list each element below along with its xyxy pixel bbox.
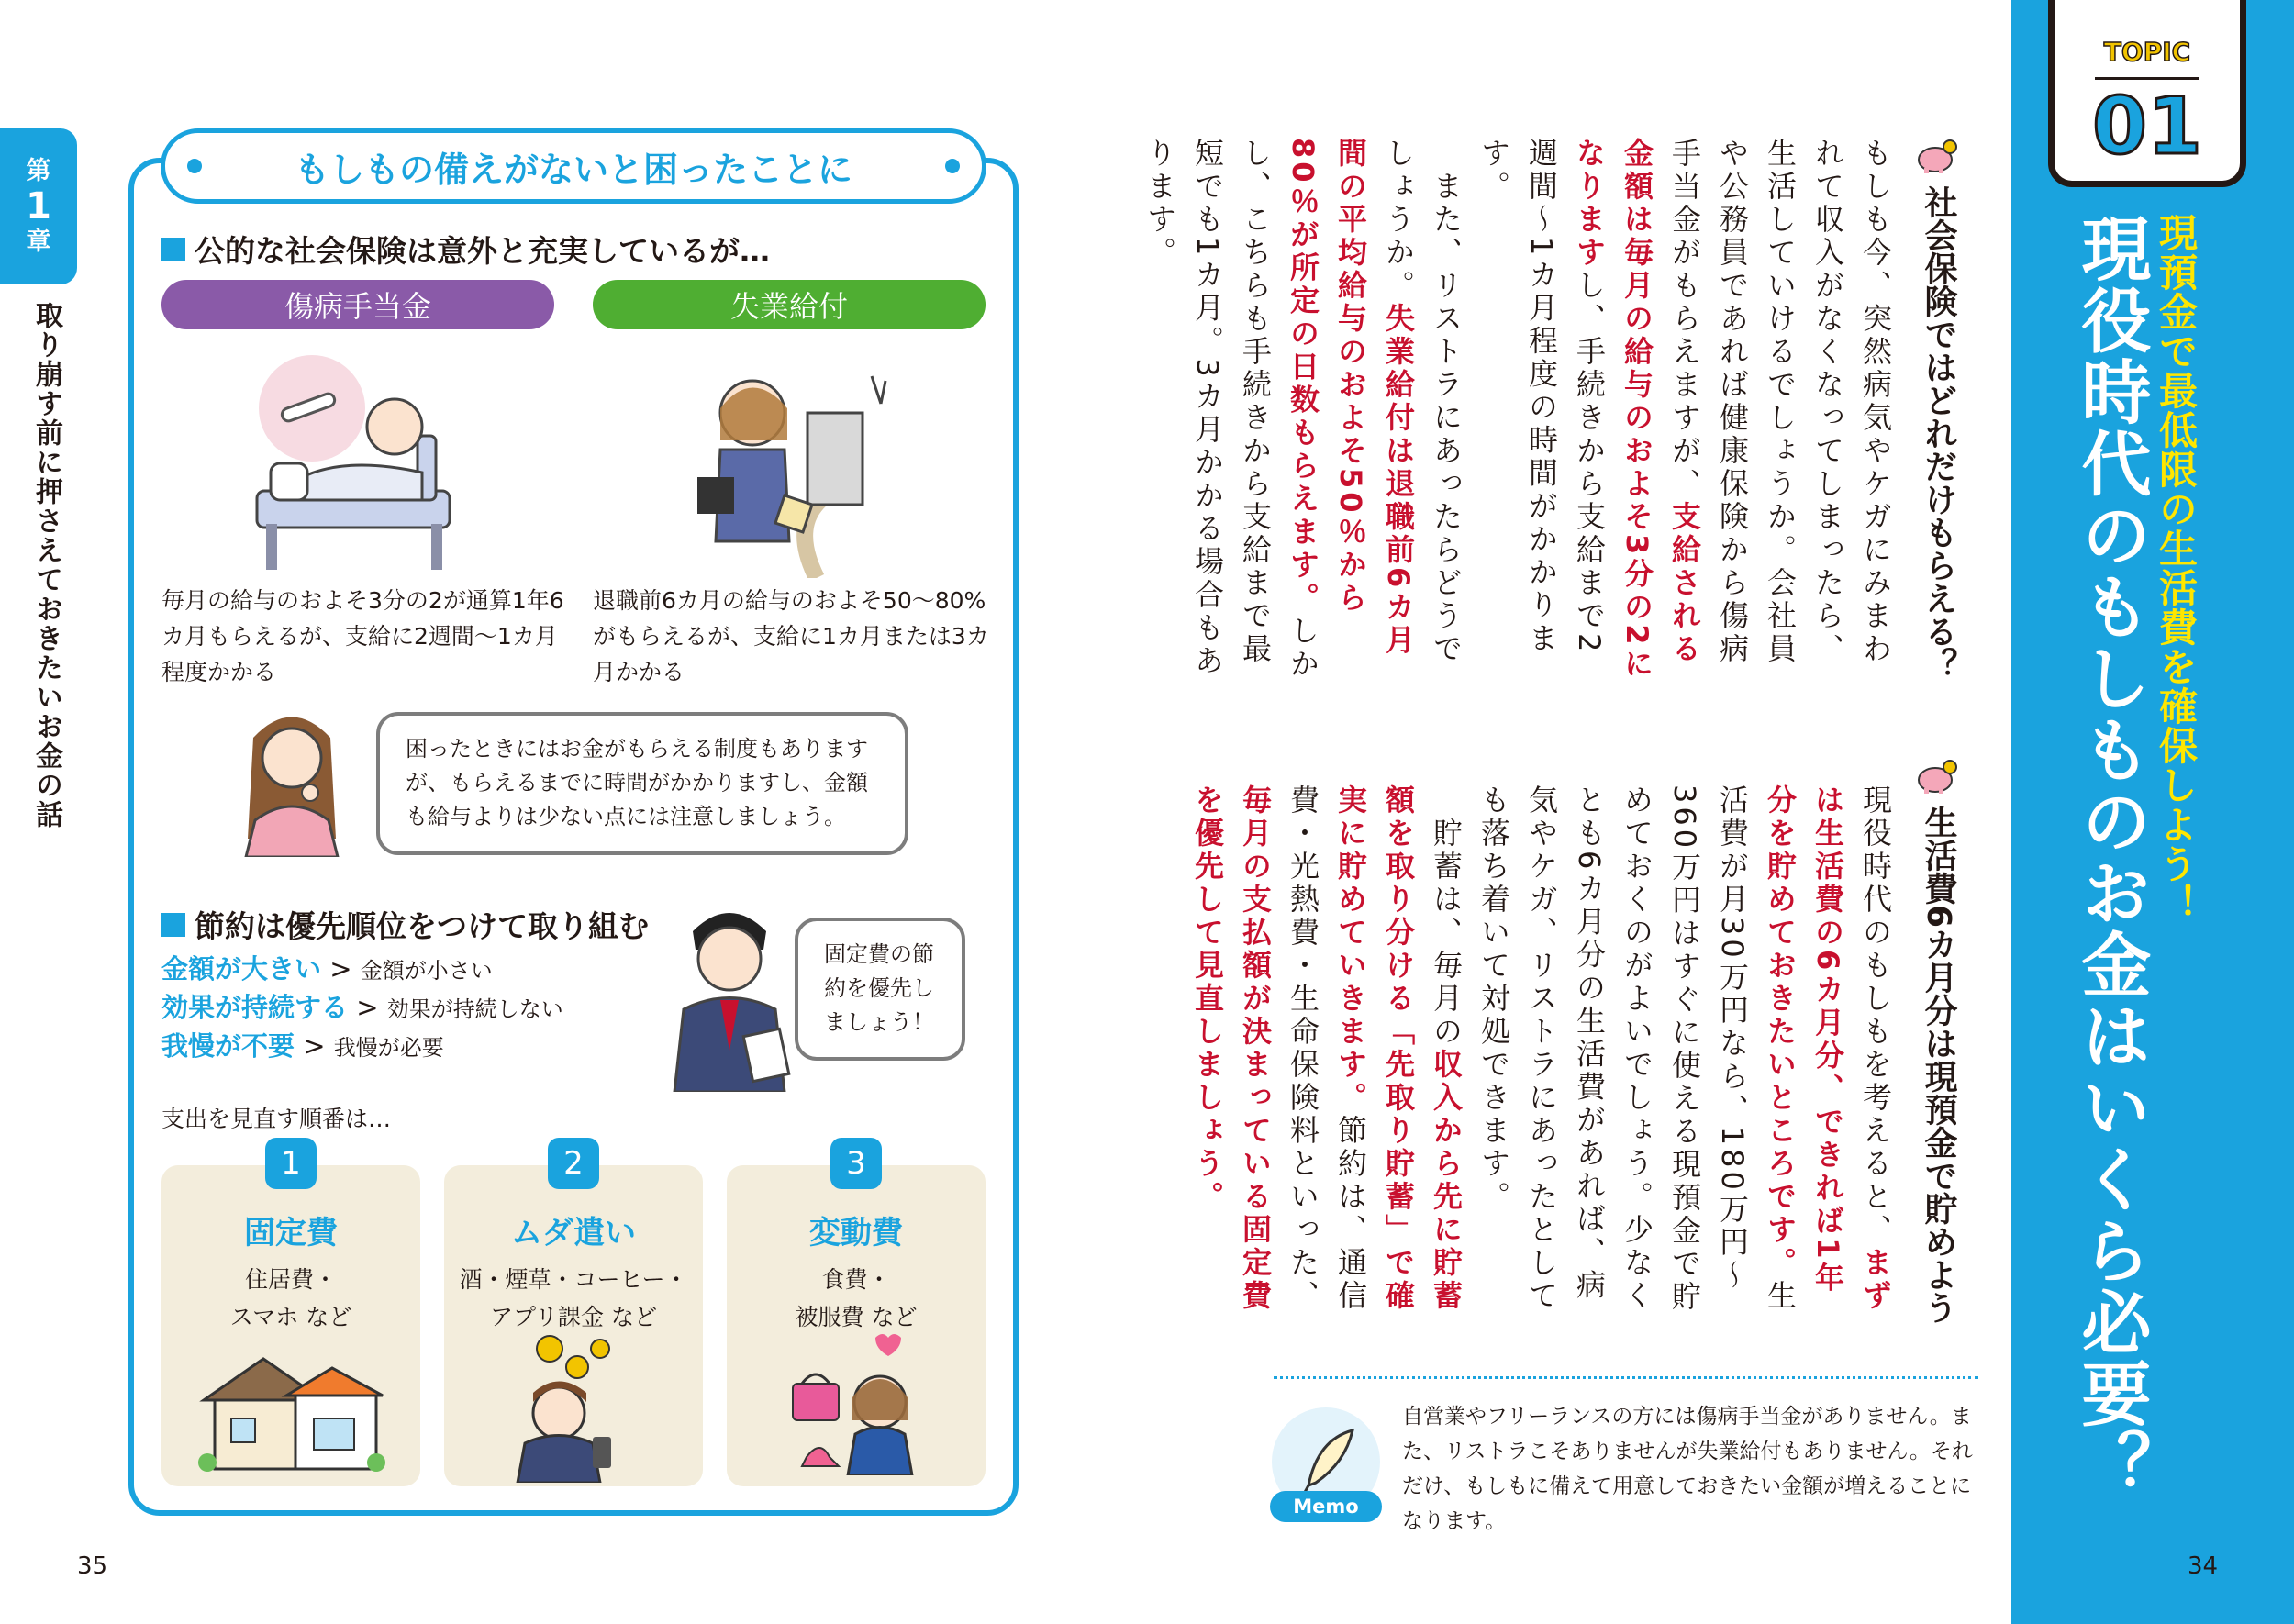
card-title: 固定費 xyxy=(244,1215,338,1251)
topic-number: 01 xyxy=(2092,81,2202,172)
card-fixed-costs xyxy=(161,1145,420,1486)
title-band xyxy=(2011,0,2294,1624)
body-text: 現役時代のもしもを考えると、 xyxy=(1858,784,1893,1247)
panel-dot-right xyxy=(945,159,960,173)
section-heading-insurance xyxy=(161,228,770,271)
topic-label: TOPIC xyxy=(2103,37,2191,67)
card-waste xyxy=(444,1145,703,1486)
section-heading-text: 公的な社会保険は意外と充実しているが… xyxy=(195,233,770,269)
card-desc: 食費・ 被服費 など xyxy=(795,1266,918,1331)
emphasis-text: 失業給付は退職前6カ月間の平均給与のおよそ50％から80％が所定の日数もらえます。 xyxy=(1286,138,1416,658)
chapter-title: 取り崩す前に押さえておきたいお金の話 xyxy=(30,301,62,829)
body-text: 貯蓄は、毎月の xyxy=(1429,784,1464,1049)
card-badge: 3 xyxy=(830,1138,882,1189)
pill-sickness-allowance: 傷病手当金 xyxy=(161,280,554,329)
priority-low: 効果が持続しない xyxy=(386,996,563,1022)
priority-low: 我慢が必要 xyxy=(333,1034,444,1061)
section-heading-text: 節約は優先順位をつけて取り組む xyxy=(195,908,649,944)
priority-item xyxy=(161,951,563,989)
emphasis-text: まずは生活費の6カ月分、できれば1年分を貯めておきたいところです。 xyxy=(1763,784,1893,1313)
topic-divider xyxy=(2095,77,2199,80)
body-social-insurance xyxy=(1142,138,1899,688)
priority-item xyxy=(161,1028,563,1066)
card-desc: 住居費・ スマホ など xyxy=(229,1266,352,1331)
chapter-number: 1 xyxy=(26,185,51,228)
priority-high: 金額が大きい xyxy=(161,953,322,984)
card-desc: 酒・煙草・コーヒー・ アプリ課金 など xyxy=(459,1266,688,1331)
panel-title xyxy=(161,128,986,204)
order-label: 支出を見直す順番は… xyxy=(161,1106,392,1132)
job-loss-illustration xyxy=(679,358,899,578)
memo-divider xyxy=(1274,1376,1978,1379)
body-six-months xyxy=(1190,784,1899,1317)
square-bullet-icon xyxy=(161,238,185,261)
body-text: しかし、こちらも手続きから支給まで最短でも1カ月。3カ月かかる場合もあります。 xyxy=(1142,138,1320,682)
card-variable-costs xyxy=(727,1145,986,1486)
priority-low: 金額が小さい xyxy=(360,958,493,984)
house-illustration xyxy=(195,1345,387,1474)
chapter-tab xyxy=(0,128,77,284)
caption-sickness: 毎月の給与のおよそ3分の2が通算1年6カ月もらえるが、支給に2週間〜1カ月程度かかる xyxy=(161,587,564,685)
card-title: ムダ遣い xyxy=(511,1215,636,1251)
priority-separator: > xyxy=(321,953,361,984)
caption-unemployment: 退職前6カ月の給与のおよそ50〜80%がもらえるが、支給に1カ月または3カ月かかる xyxy=(593,587,989,685)
emphasis-text: 毎月の支払額が決まっている固定費を優先して見直しましょう。 xyxy=(1190,784,1273,1313)
body-text: 節約は、通信費・光熱費・生命保険料といった、 xyxy=(1286,784,1368,1313)
speech-bubble-fixed-cost: 固定費の節約を優先しましょう！ xyxy=(795,918,965,1061)
emphasis-text: 収入から先に貯蓄額を取り分ける「先取り貯蓄」で確実に貯めていきます。 xyxy=(1333,784,1464,1313)
priority-high: 効果が持続する xyxy=(161,991,349,1023)
body-text: また、リストラにあったらどうでしょうか。 xyxy=(1381,138,1464,666)
priority-high: 我慢が不要 xyxy=(161,1029,295,1062)
memo-text: 自営業やフリーランスの方には傷病手当金がありません。また、リストラこそありませんが失業給付もありません。それだけ、もしもに備えて用意しておきたい金額が増えることになります。 xyxy=(1402,1405,1973,1533)
priority-item xyxy=(161,989,563,1028)
speech-bubble-note: 困ったときにはお金がもらえる制度もありますが、もらえるまでに時間がかかりますし、金額も給与よりは少ない点には注意しましょう。 xyxy=(376,712,908,855)
heading-social-insurance: 社会保険ではどれだけもらえる？ xyxy=(1920,185,1957,681)
pill-unemployment-benefit: 失業給付 xyxy=(593,280,986,329)
heading-six-months: 生活費6カ月分は現預金で貯めよう xyxy=(1920,806,1957,1325)
body-text: し、手続きから支給まで2週間〜1カ月程度の時間がかかります。 xyxy=(1476,138,1607,656)
businessman-illustration xyxy=(661,895,798,1092)
emphasis-text: 支給される金額は毎月の給与のおよそ3分の2になります xyxy=(1572,138,1702,682)
body-text: もしも今、突然病気やケガにみまわれて収入がなくなってしまったら、生活していけるでしょうか。会社員や公務員であれば健康保険から傷病手当金がもらえますが、 xyxy=(1667,138,1893,666)
section-heading-saving xyxy=(161,903,649,946)
card-title: 変動費 xyxy=(809,1215,903,1251)
card-badge: 1 xyxy=(265,1138,317,1189)
card-badge: 2 xyxy=(548,1138,599,1189)
spending-man-illustration xyxy=(508,1329,655,1483)
topic-box xyxy=(2048,0,2246,187)
panel-title-text: もしもの備えがないと困ったことに xyxy=(294,149,852,190)
priority-separator: > xyxy=(348,991,387,1023)
page-number-left: 35 xyxy=(77,1552,108,1580)
memo-tag: Memo xyxy=(1270,1491,1382,1522)
main-title: 現役時代のもしものお金はいくら必要？ xyxy=(2070,213,2152,1501)
priority-separator: > xyxy=(295,1029,334,1062)
panel-dot-left xyxy=(187,159,202,173)
chapter-suffix: 章 xyxy=(26,228,51,256)
sick-in-bed-illustration xyxy=(239,353,477,578)
piggy-bank-icon xyxy=(1915,138,1959,174)
worried-woman-illustration xyxy=(237,701,347,857)
square-bullet-icon xyxy=(161,913,185,937)
sub-title: 現預金で最低限の生活費を確保しよう！ xyxy=(2154,213,2199,923)
piggy-bank-icon xyxy=(1915,758,1959,795)
priority-list xyxy=(161,951,563,1065)
body-text: 生活費が月30万円なら、180万円〜360万円はすぐに使える現預金で貯めておくのがよいでしょう。少なくとも6カ月分の生活費があれば、病気やケガ、リストラにあったとしても落ち着いて対処できます。 xyxy=(1476,784,1798,1315)
chapter-prefix: 第 xyxy=(26,156,51,185)
page-number-right: 34 xyxy=(2188,1552,2219,1580)
shopping-woman-illustration xyxy=(784,1329,930,1475)
